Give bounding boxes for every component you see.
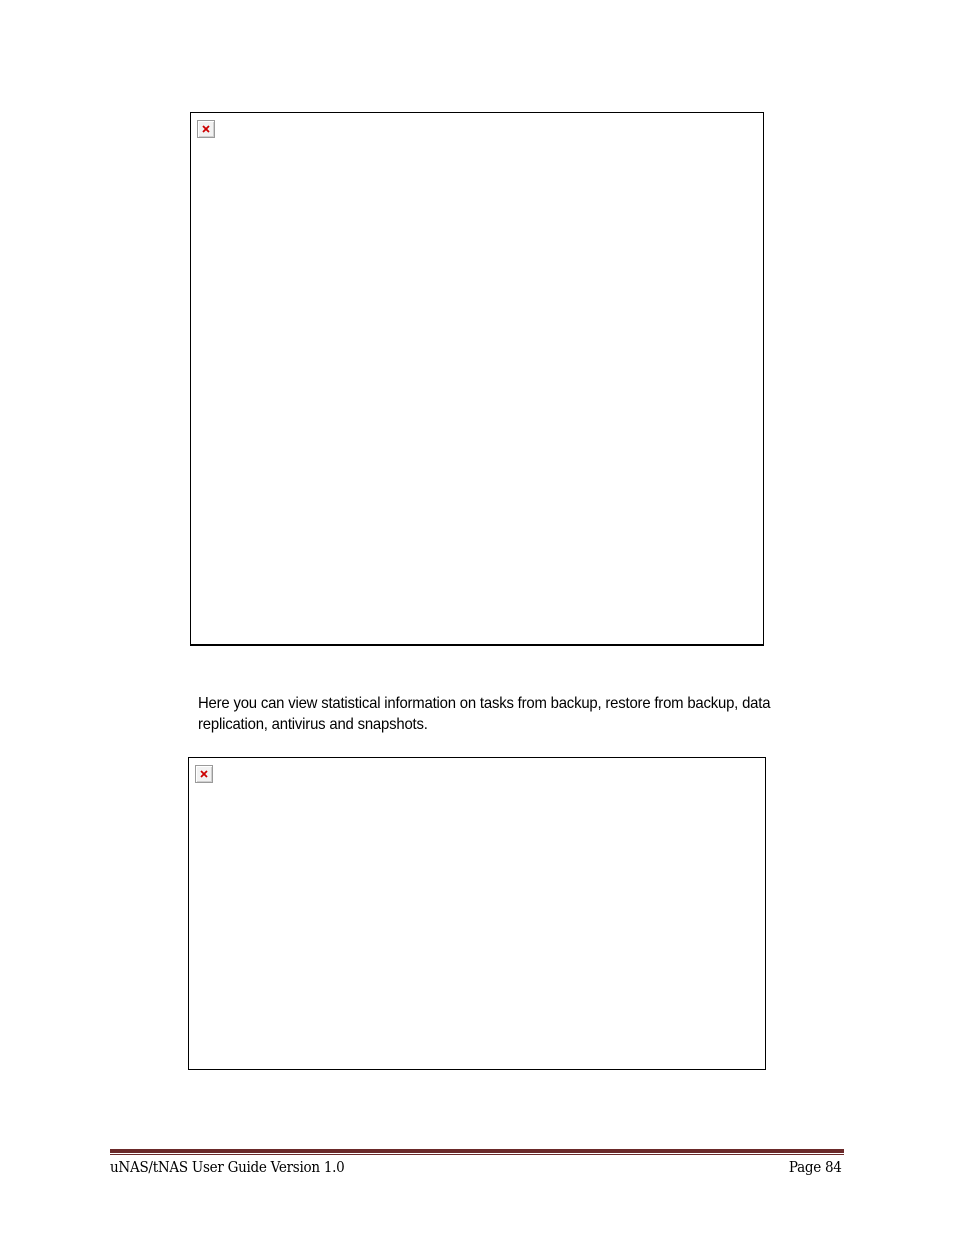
body-paragraph: Here you can view statistical information on tasks from backup, restore from backup, data replication, antivirus and snapshots. (198, 695, 771, 733)
broken-image-icon (195, 765, 213, 783)
footer-page-number: Page 84 (789, 1158, 842, 1176)
footer-rule (110, 1149, 844, 1153)
screenshot-placeholder-1 (190, 112, 764, 646)
footer-rule-thin (110, 1154, 844, 1155)
broken-image-icon (197, 120, 215, 138)
screenshot-placeholder-2 (188, 757, 766, 1070)
footer-document-title: uNAS/tNAS User Guide Version 1.0 (110, 1158, 345, 1176)
